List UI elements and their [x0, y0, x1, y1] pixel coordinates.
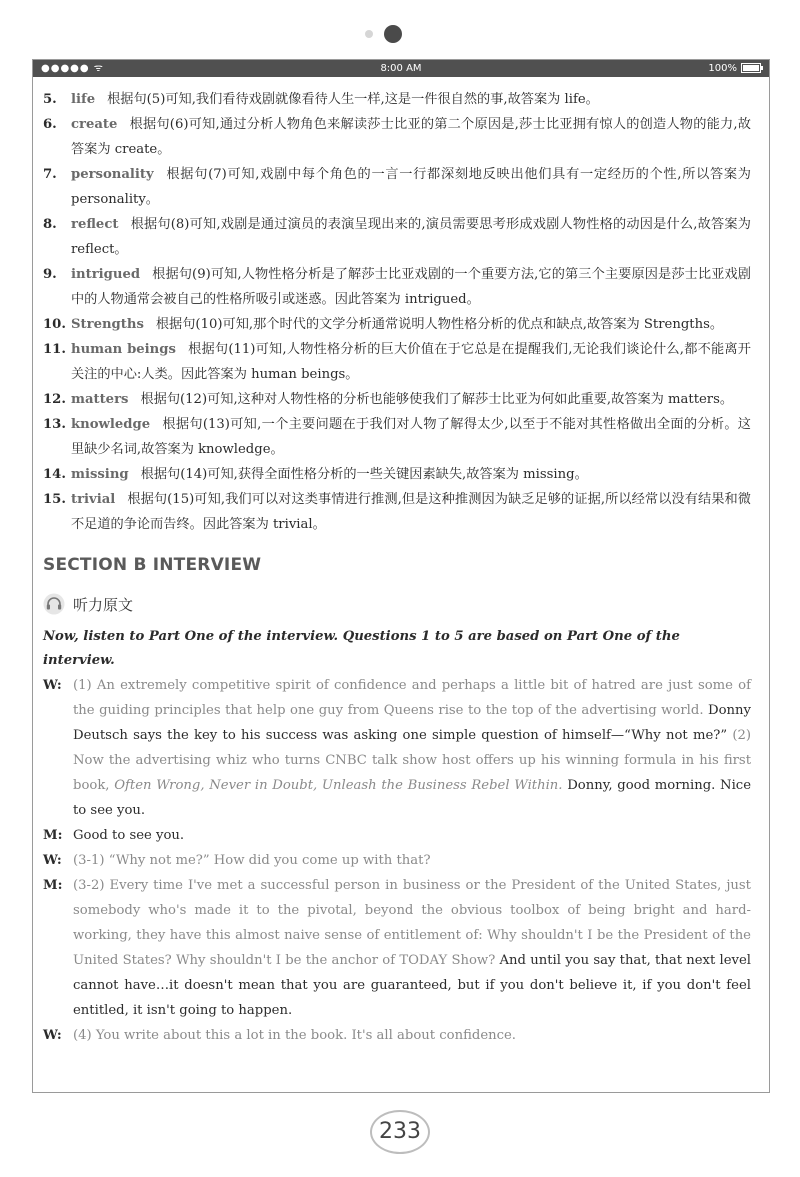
signal-indicator: ●●●●● ᯤ — [41, 63, 104, 74]
answer-item — [43, 162, 751, 212]
answer-number: 5. — [43, 92, 57, 107]
transcript-turn — [43, 673, 751, 823]
sentence-key: Donny Deutsch says the key to his success was asking one simple question of himself—“Why not me?” — [73, 703, 751, 743]
answer-number: 6. — [43, 117, 57, 132]
answer-body — [71, 337, 751, 387]
answer-body — [71, 162, 751, 212]
answer-explanation: 根据句(14)可知,获得全面性格分析的一些关键因素缺失,故答案为 missing。 — [140, 467, 588, 482]
transcript-turn — [43, 873, 751, 1023]
headphones-icon — [43, 593, 65, 615]
camera-area — [0, 22, 800, 46]
transcript-turn — [43, 1023, 751, 1048]
answer-number: 7. — [43, 167, 57, 182]
answer-item — [43, 262, 751, 312]
section-title: SECTION B INTERVIEW — [43, 555, 262, 575]
answer-body — [71, 462, 751, 487]
sensor-dot — [365, 30, 373, 38]
answer-keyword: missing — [71, 467, 129, 482]
answer-number: 10. — [43, 317, 66, 332]
answer-number: 12. — [43, 392, 66, 407]
answer-keyword: trivial — [71, 492, 116, 507]
answer-explanation: 根据句(9)可知,人物性格分析是了解莎士比亚戏剧的一个重要方法,它的第三个主要原因是莎士比亚戏剧中的人物通常会被自己的性格所吸引或迷惑。因此答案为 intrigued。 — [71, 267, 751, 307]
answer-body — [71, 262, 751, 312]
answer-item — [43, 212, 751, 262]
answer-explanation: 根据句(11)可知,人物性格分析的巨大价值在于它总是在提醒我们,无论我们谈论什么,都不能离开关注的中心:人类。因此答案为 human beings。 — [71, 342, 751, 382]
answer-explanation: 根据句(15)可知,我们可以对这类事情进行推测,但是这种推测因为缺乏足够的证据,所以经常以没有结果和微不足道的争论而告终。因此答案为 trivial。 — [71, 492, 751, 532]
answer-keyword: personality — [71, 167, 154, 182]
turn-text — [73, 873, 751, 1023]
answer-body — [71, 412, 751, 462]
listen-heading — [43, 593, 751, 615]
transcript-turn — [43, 823, 751, 848]
answer-keyword: create — [71, 117, 118, 132]
sentence-3-2: (3-2) Every time I've met a successful person in business or the President of the United States, just somebody who's made it to the pivotal, beyond the obvious toolbox of being bright and hard-working, they have this almost naive sense of entitlement of: Why shouldn't I be the President of the United States? Why shouldn't I be the anchor of TODAY Show? — [73, 878, 751, 968]
answer-keyword: life — [71, 92, 96, 107]
turn-text: Good to see you. — [73, 828, 185, 843]
answer-item — [43, 312, 751, 337]
answer-explanation: 根据句(5)可知,我们看待戏剧就像看待人生一样,这是一件很自然的事,故答案为 life。 — [107, 92, 599, 107]
answer-body — [71, 87, 751, 112]
answer-body — [71, 212, 751, 262]
answer-body — [71, 487, 751, 537]
answer-body — [71, 312, 751, 337]
instruction-text: Now, listen to Part One of the interview. Questions 1 to 5 are based on Part One of the interview. — [43, 629, 680, 668]
answer-keyword: matters — [71, 392, 129, 407]
answer-keyword: reflect — [71, 217, 119, 232]
answer-item — [43, 87, 751, 112]
book-title: Often Wrong, Never in Doubt, Unleash the Business Rebel Within. — [109, 778, 563, 793]
answer-item — [43, 112, 751, 162]
battery-indicator — [708, 60, 761, 77]
answer-number: 15. — [43, 492, 66, 507]
answer-keyword: intrigued — [71, 267, 141, 282]
sentence-key: And until you say that, that next level cannot have…it doesn't mean that you are guaranteed, but if you don't believe it, if you don't feel entitled, it isn't going to happen. — [73, 953, 752, 1018]
listen-label: 听力原文 — [73, 595, 134, 614]
answer-body — [71, 387, 751, 412]
answer-number: 9. — [43, 267, 57, 282]
transcript-turn — [43, 848, 751, 873]
answer-explanation: 根据句(7)可知,戏剧中每个角色的一言一行都深刻地反映出他们具有一定经历的个性,所以答案为 personality。 — [71, 167, 751, 207]
camera-lens-icon — [384, 25, 402, 43]
speaker-label: M: — [43, 828, 63, 843]
answer-number: 11. — [43, 342, 66, 357]
answer-explanation: 根据句(6)可知,通过分析人物角色来解读莎士比亚的第二个原因是,莎士比亚拥有惊人的创造人物的能力,故答案为 create。 — [71, 117, 751, 157]
answer-explanation: 根据句(8)可知,戏剧是通过演员的表演呈现出来的,演员需要思考形成戏剧人物性格的动因是什么,故答案为 reflect。 — [71, 217, 751, 257]
page-number: 233 — [370, 1110, 430, 1154]
answer-number: 13. — [43, 417, 66, 432]
answer-explanation: 根据句(10)可知,那个时代的文学分析通常说明人物性格分析的优点和缺点,故答案为 Strengths。 — [155, 317, 724, 332]
turn-text: (4) You write about this a lot in the book. It's all about confidence. — [73, 1028, 516, 1043]
status-bar — [33, 60, 769, 77]
speaker-label: M: — [43, 878, 63, 893]
answer-item — [43, 387, 751, 412]
device-screen — [32, 59, 770, 1093]
battery-icon — [741, 63, 761, 73]
answer-item — [43, 462, 751, 487]
answer-keyword: Strengths — [71, 317, 144, 332]
sentence-greeting: Donny, good morning. Nice to see you. — [73, 778, 751, 818]
sentence-2: (2) Now the advertising whiz who turns CNBC talk show host offers up his winning formula in his first book, — [73, 728, 752, 793]
answer-number: 14. — [43, 467, 66, 482]
page-content — [33, 77, 769, 1048]
answer-list — [43, 87, 751, 537]
speaker-label: W: — [43, 1028, 62, 1043]
turn-text: (3-1) “Why not me?” How did you come up with that? — [73, 853, 431, 868]
answer-explanation: 根据句(13)可知,一个主要问题在于我们对人物了解得太少,以至于不能对其性格做出全面的分析。这里缺少名词,故答案为 knowledge。 — [71, 417, 751, 457]
turn-text — [73, 673, 751, 823]
answer-number: 8. — [43, 217, 57, 232]
sentence-1: (1) An extremely competitive spirit of confidence and perhaps a little bit of hatred are just some of the guiding principles that help one guy from Queens rise to the top of the advertising world. — [73, 678, 751, 718]
answer-item — [43, 412, 751, 462]
answer-keyword: knowledge — [71, 417, 151, 432]
battery-text: 100% — [708, 63, 737, 74]
status-time: 8:00 AM — [380, 63, 422, 74]
answer-explanation: 根据句(12)可知,这种对人物性格的分析也能够使我们了解莎士比亚为何如此重要,故答案为 matters。 — [140, 392, 734, 407]
speaker-label: W: — [43, 853, 62, 868]
answer-keyword: human beings — [71, 342, 176, 357]
answer-item — [43, 337, 751, 387]
answer-body — [71, 112, 751, 162]
speaker-label: W: — [43, 678, 62, 693]
answer-item — [43, 487, 751, 537]
